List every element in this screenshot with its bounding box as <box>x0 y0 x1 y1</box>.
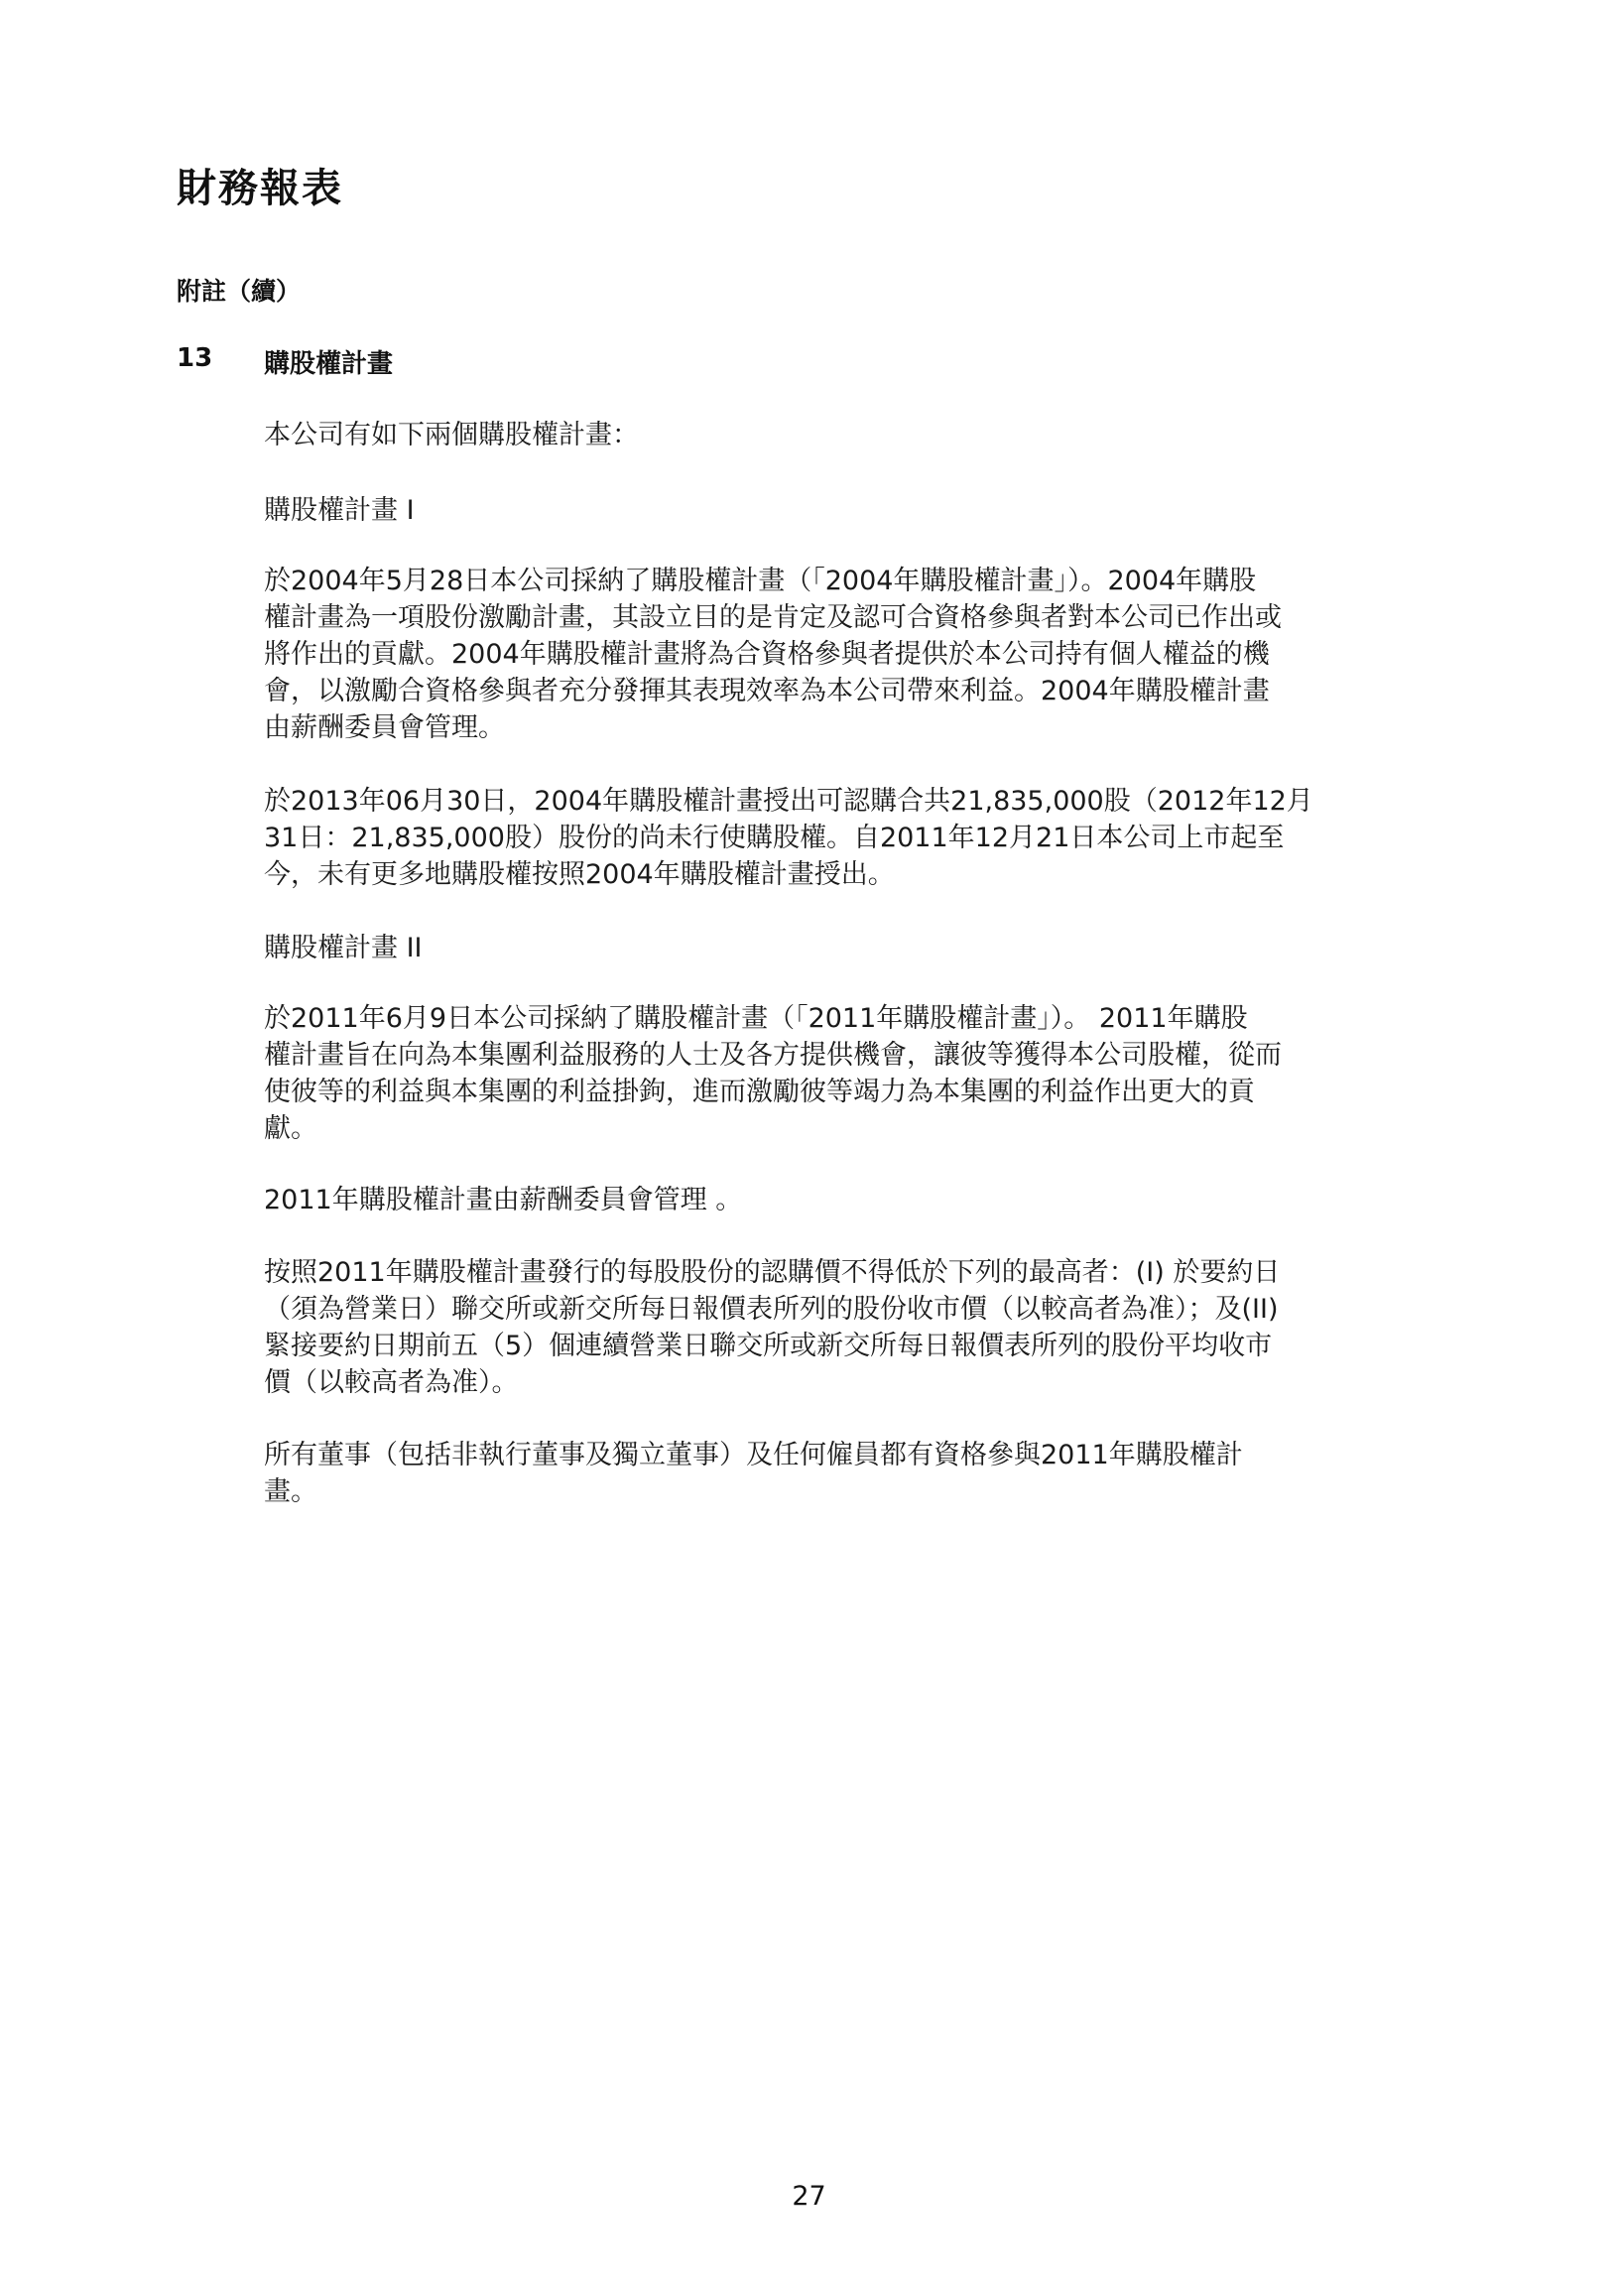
paragraph-line: （須為營業日）聯交所或新交所每日報價表所列的股份收市價（以較高者為准）；及(II) <box>264 1294 1279 1325</box>
section-number: 13 <box>177 343 213 373</box>
intro-paragraph <box>264 417 1434 453</box>
page-title: 財務報表 <box>177 166 343 211</box>
paragraph-line: 會，以激勵合資格參與者充分發揮其表現效率為本公司帶來利益。2004年購股權計畫 <box>264 676 1270 706</box>
paragraph-line: 權計畫為一項股份激勵計畫，其設立目的是肯定及認可合資格參與者對本公司已作出或 <box>264 602 1282 633</box>
paragraph-line: 將作出的貢獻。2004年購股權計畫將為合資格參與者提供於本公司持有個人權益的機 <box>264 639 1270 670</box>
paragraph-line: 獻。 <box>264 1113 317 1144</box>
scheme-2-paragraph-administration <box>264 1182 1434 1218</box>
paragraph-line: 按照2011年購股權計畫發行的每股股份的認購價不得低於下列的最高者：(I) 於要約日 <box>264 1257 1281 1288</box>
scheme-2-paragraph-eligibility <box>264 1437 1434 1510</box>
paragraph-line: 購股權計畫 I <box>264 495 415 526</box>
scheme-2-paragraph-subscription-price <box>264 1254 1434 1401</box>
section-title: 購股權計畫 <box>264 349 394 379</box>
scheme-1-heading <box>264 492 1434 529</box>
paragraph-line: 31日：21,835,000股）股份的尚未行使購股權。自2011年12月21日本公司上市起至 <box>264 823 1285 853</box>
scheme-2-heading <box>264 930 1434 966</box>
page-number: 27 <box>792 2181 826 2212</box>
paragraph-line: 於2013年06月30日，2004年購股權計畫授出可認購合共21,835,000股（2012年12月 <box>264 786 1313 817</box>
paragraph-line: 購股權計畫 II <box>264 933 423 963</box>
paragraph-line: 於2004年5月28日本公司採納了購股權計畫（「2004年購股權計畫」）。2004年購股 <box>264 566 1257 596</box>
paragraph-line: 所有董事（包括非執行董事及獨立董事）及任何僱員都有資格參與2011年購股權計 <box>264 1440 1243 1470</box>
scheme-1-paragraph-adoption <box>264 563 1434 746</box>
paragraph-line: 2011年購股權計畫由薪酬委員會管理 。 <box>264 1185 743 1215</box>
paragraph-line: 由薪酬委員會管理。 <box>264 712 505 743</box>
paragraph-line: 使彼等的利益與本集團的利益掛鉤，進而激勵彼等竭力為本集團的利益作出更大的貢 <box>264 1077 1255 1107</box>
scheme-2-paragraph-adoption <box>264 1000 1434 1147</box>
scheme-1-paragraph-outstanding <box>264 783 1434 893</box>
paragraph-line: 緊接要約日期前五（5）個連續營業日聯交所或新交所每日報價表所列的股份平均收市 <box>264 1331 1273 1361</box>
paragraph-line: 於2011年6月9日本公司採納了購股權計畫（「2011年購股權計畫」）。 2011年購股 <box>264 1003 1248 1034</box>
paragraph-line: 今，未有更多地購股權按照2004年購股權計畫授出。 <box>264 859 895 890</box>
paragraph-line: 價（以較高者為准）。 <box>264 1367 519 1398</box>
notes-heading: 附註（續） <box>177 277 302 306</box>
paragraph-line: 本公司有如下兩個購股權計畫： <box>264 420 639 450</box>
paragraph-line: 權計畫旨在向為本集團利益服務的人士及各方提供機會，讓彼等獲得本公司股權，從而 <box>264 1040 1282 1071</box>
paragraph-line: 畫。 <box>264 1476 317 1507</box>
